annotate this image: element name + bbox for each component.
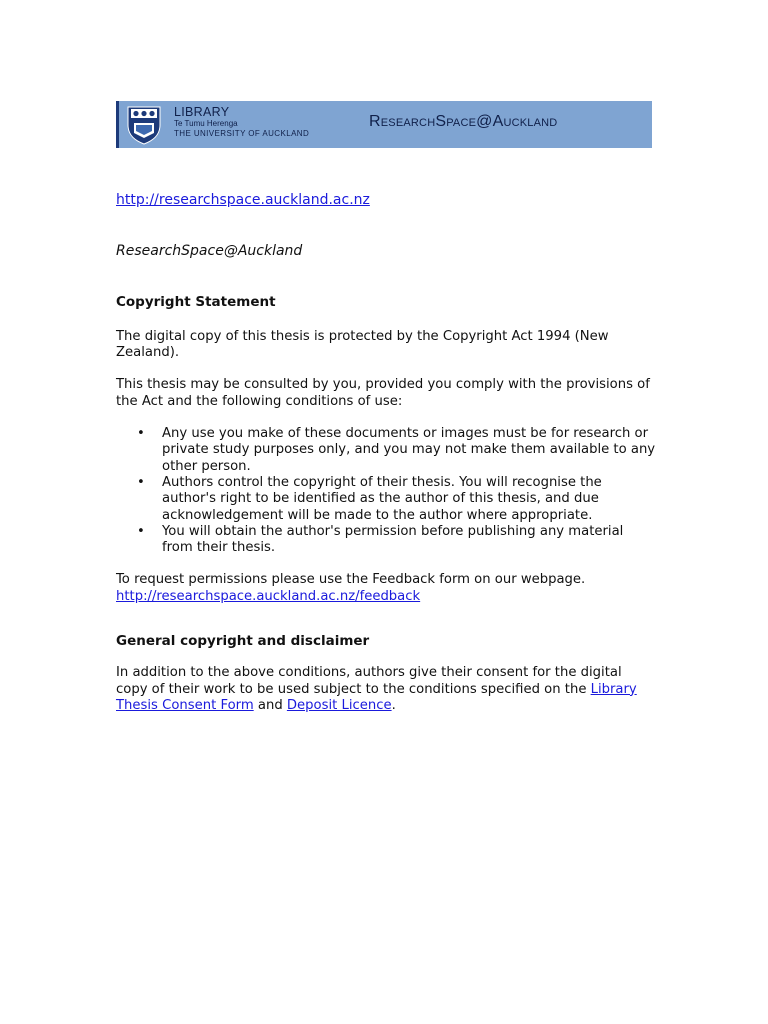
researchspace-url-link[interactable]: http://researchspace.auckland.ac.nz: [116, 192, 370, 208]
maori-name: Te Tumu Herenga: [174, 119, 238, 128]
permissions-paragraph: [116, 572, 656, 605]
university-crest-icon: [126, 105, 162, 145]
library-text-block: [174, 105, 309, 139]
permissions-text: To request permissions please use the Feedback form on our webpage.: [116, 572, 586, 588]
researchspace-brand: ResearchSpace@Auckland: [369, 113, 558, 130]
copyright-heading: Copyright Statement: [116, 293, 276, 310]
and-text: and: [253, 697, 287, 713]
general-copyright-heading: General copyright and disclaimer: [116, 633, 370, 650]
list-item: • Authors control the copyright of their thesis. You will recognise the author's right to be identified as the author of this thesis, and due acknowledgement will be made to the author where appropriate.: [162, 475, 656, 524]
consent-form-link[interactable]: Library Thesis Consent Form: [116, 681, 637, 713]
copyright-act-paragraph: The digital copy of this thesis is protected by the Copyright Act 1994 (New Zealand).: [116, 328, 609, 361]
deposit-licence-link[interactable]: Deposit Licence: [286, 697, 392, 713]
conditions-intro-paragraph: This thesis may be consulted by you, provided you comply with the provisions of the Act and the following conditions of use:: [116, 377, 650, 409]
conditions-list: [116, 426, 656, 556]
university-name: THE UNIVERSITY OF AUCKLAND: [174, 129, 310, 138]
library-banner: [116, 101, 652, 148]
list-item: • Any use you make of these documents or images must be for research or private study purposes only, and you may not make them available to any other person.: [162, 426, 656, 475]
site-name: ResearchSpace@Auckland: [116, 243, 303, 260]
feedback-link[interactable]: http://researchspace.auckland.ac.nz/feedback: [116, 588, 421, 604]
list-item: • You will obtain the author's permission before publishing any material from their thesis.: [162, 524, 656, 557]
library-title: LIBRARY: [174, 105, 230, 119]
disclaimer-paragraph: [116, 665, 656, 714]
end-text: .: [391, 697, 396, 713]
disclaimer-text: In addition to the above conditions, authors give their consent for the digital copy of their work to be used subject to the conditions specified on the: [116, 665, 622, 697]
copyright-document: [116, 192, 656, 714]
